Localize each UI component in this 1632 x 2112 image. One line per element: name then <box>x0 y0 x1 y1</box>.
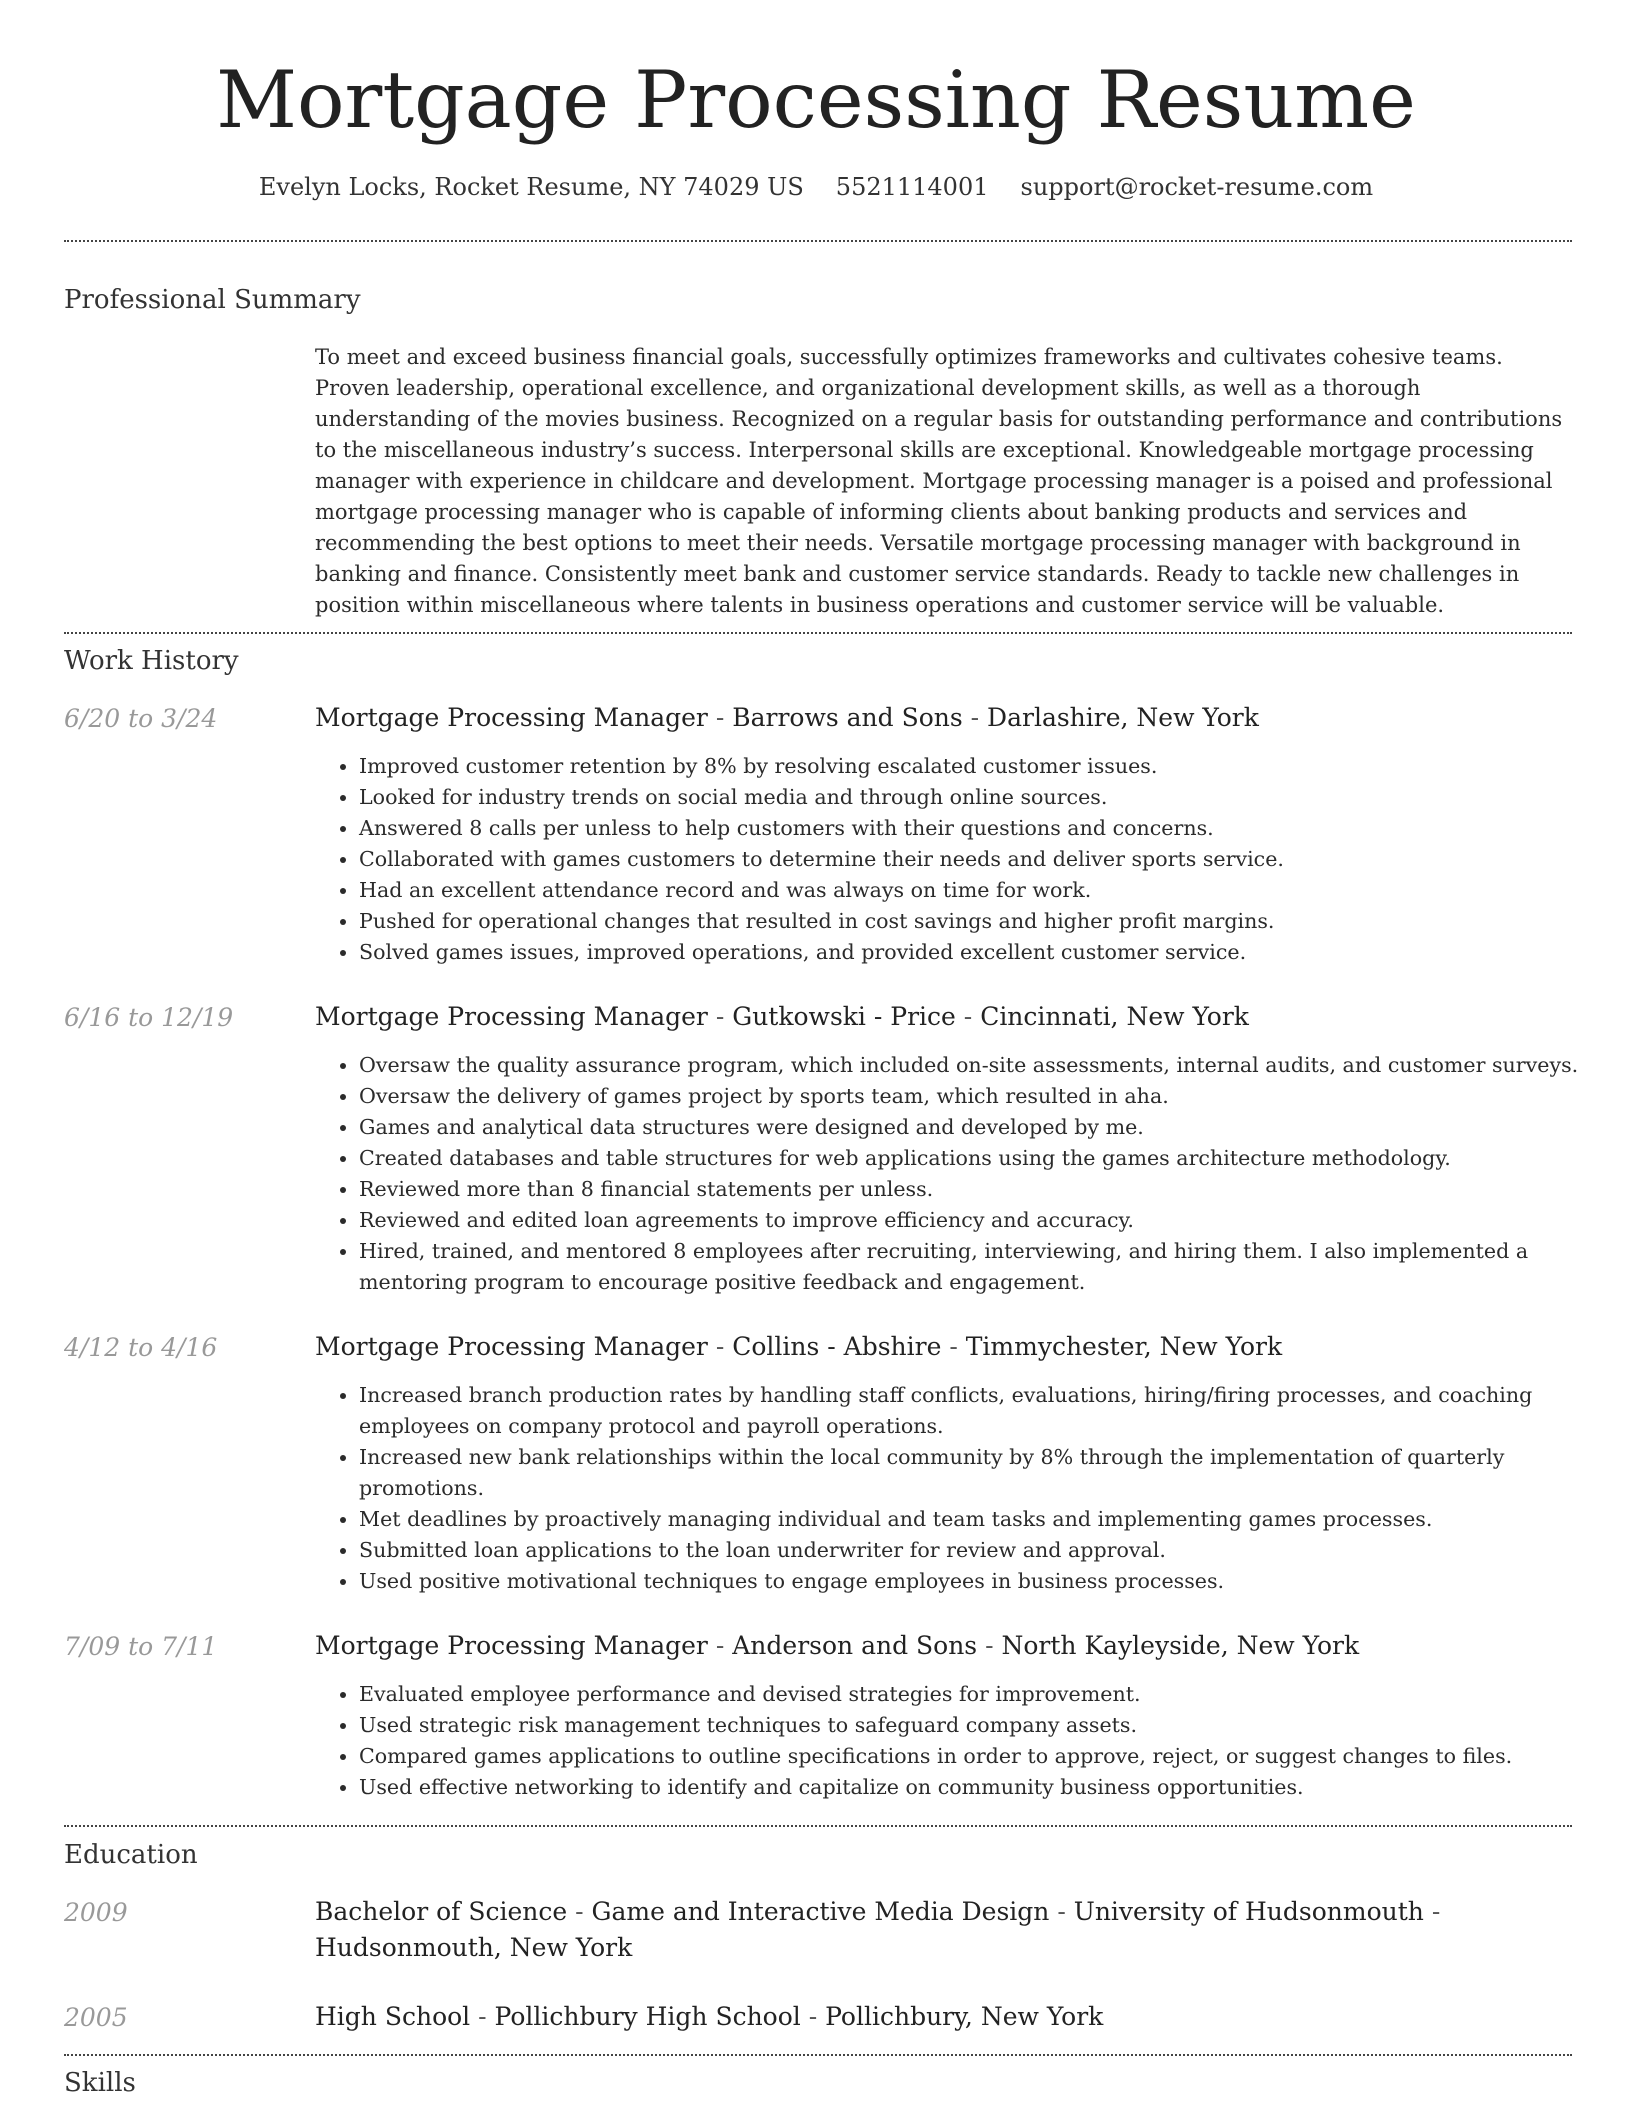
contact-phone: 5521114001 <box>835 173 989 201</box>
bullet-item: • Games and analytical data structures were designed and developed by me. <box>359 1112 1619 1143</box>
bullet-item: • Increased new bank relationships within the local community by 8% through the implementation of quarterly promotions. <box>359 1442 1619 1504</box>
job-title: Mortgage Processing Manager <box>315 1332 708 1361</box>
education-year: 2009 <box>64 1898 128 1927</box>
job-title: Mortgage Processing Manager <box>315 703 708 732</box>
job-bullets <box>315 1050 1619 1298</box>
separator: - <box>707 1631 733 1660</box>
divider <box>64 632 1572 634</box>
bullet-item: • Had an excellent attendance record and was always on time for work. <box>359 875 1619 906</box>
job-location: Cincinnati, New York <box>980 1002 1249 1031</box>
section-heading-skills: Skills <box>64 2068 136 2098</box>
job-heading <box>315 1628 1575 1664</box>
bullet-item: • Answered 8 calls per unless to help customers with their questions and concerns. <box>359 813 1619 844</box>
education-school: University of Hudsonmouth <box>1073 1897 1424 1926</box>
job-bullets <box>315 1679 1619 1803</box>
education-location: Hudsonmouth, New York <box>315 1933 633 1962</box>
separator: - <box>707 703 733 732</box>
education-year: 2005 <box>64 2003 128 2032</box>
separator: - <box>707 1002 733 1031</box>
bullet-item: • Met deadlines by proactively managing individual and team tasks and implementing games processes. <box>359 1504 1619 1535</box>
job-heading <box>315 1329 1575 1365</box>
education-degree: Bachelor of Science <box>315 1897 568 1926</box>
bullet-item: • Compared games applications to outline specifications in order to approve, reject, or suggest changes to files. <box>359 1741 1619 1772</box>
education-school: Pollichbury High School <box>494 2002 801 2031</box>
bullet-item: • Increased branch production rates by handling staff conflicts, evaluations, hiring/firing processes, and coaching employees on company protocol and payroll operations. <box>359 1380 1619 1442</box>
separator: - <box>567 1897 592 1926</box>
job-location: Timmychester, New York <box>965 1332 1283 1361</box>
job-title: Mortgage Processing Manager <box>315 1631 708 1660</box>
bullet-item: • Oversaw the quality assurance program, which included on-site assessments, internal audits, and customer surveys. <box>359 1050 1619 1081</box>
bullet-item: • Reviewed more than 8 financial statements per unless. <box>359 1174 1619 1205</box>
separator: - <box>955 1002 981 1031</box>
bullet-item: • Improved customer retention by 8% by resolving escalated customer issues. <box>359 751 1619 782</box>
separator: - <box>962 703 988 732</box>
bullet-item: • Used effective networking to identify and capitalize on community business opportunities. <box>359 1772 1619 1803</box>
separator: - <box>707 1332 733 1361</box>
bullet-item: • Used positive motivational techniques to engage employees in business processes. <box>359 1566 1619 1597</box>
bullet-item: • Solved games issues, improved operations, and provided excellent customer service. <box>359 937 1619 968</box>
job-location: North Kayleyside, New York <box>1001 1631 1360 1660</box>
section-heading-summary: Professional Summary <box>64 285 361 315</box>
separator: - <box>1423 1897 1441 1926</box>
contact-email: support@rocket-resume.com <box>1020 173 1374 201</box>
bullet-item: • Submitted loan applications to the loan underwriter for review and approval. <box>359 1535 1619 1566</box>
job-company: Anderson and Sons <box>732 1631 978 1660</box>
separator: - <box>941 1332 966 1361</box>
bullet-item: • Hired, trained, and mentored 8 employees after recruiting, interviewing, and hiring them. I also implemented a mentoring program to encourage positive feedback and engagement. <box>359 1236 1619 1298</box>
education-degree: High School <box>315 2002 471 2031</box>
contact-address: Evelyn Locks, Rocket Resume, NY 74029 US <box>258 173 804 201</box>
bullet-item: • Used strategic risk management techniques to safeguard company assets. <box>359 1710 1619 1741</box>
job-company: Barrows and Sons <box>732 703 963 732</box>
section-heading-work-history: Work History <box>64 646 239 676</box>
separator: - <box>470 2002 495 2031</box>
contact-line <box>0 171 1632 203</box>
bullet-item: • Reviewed and edited loan agreements to improve efficiency and accuracy. <box>359 1205 1619 1236</box>
bullet-item: • Created databases and table structures for web applications using the games architecture methodology. <box>359 1143 1619 1174</box>
separator: - <box>800 2002 826 2031</box>
divider <box>64 2054 1572 2056</box>
divider <box>64 1825 1572 1827</box>
education-location: Pollichbury, New York <box>825 2002 1104 2031</box>
bullet-item: • Oversaw the delivery of games project by sports team, which resulted in aha. <box>359 1081 1619 1112</box>
job-dates: 6/20 to 3/24 <box>64 704 218 733</box>
job-dates: 7/09 to 7/11 <box>64 1632 218 1661</box>
separator: - <box>1049 1897 1074 1926</box>
divider <box>64 240 1572 242</box>
job-company: Gutkowski - Price <box>732 1002 956 1031</box>
job-heading <box>315 999 1575 1035</box>
bullet-item: • Pushed for operational changes that resulted in cost savings and higher profit margins. <box>359 906 1619 937</box>
separator: - <box>977 1631 1002 1660</box>
job-location: Darlashire, New York <box>987 703 1259 732</box>
education-field: Game and Interactive Media Design <box>591 1897 1050 1926</box>
summary-text: To meet and exceed business financial goals, successfully optimizes frameworks and cultivates cohesive teams. Proven leadership, operational excellence, and organizational development skills, as well as a thorough understanding of the movies business. Recognized on a regular basis for outstanding performance and contributions to the miscellaneous industry’s success. Interpersonal skills are exceptional. Knowledgeable mortgage processing manager with experience in childcare and development. Mortgage processing manager is a poised and professional mortgage processing manager who is capable of informing clients about banking products and services and recommending the best options to meet their needs. Versatile mortgage processing manager with background in banking and finance. Consistently meet bank and customer service standards. Ready to tackle new challenges in position within miscellaneous where talents in business operations and customer service will be valuable. <box>315 345 1563 617</box>
job-dates: 4/12 to 4/16 <box>64 1333 218 1362</box>
job-company: Collins - Abshire <box>732 1332 942 1361</box>
job-bullets <box>315 1380 1619 1597</box>
education-heading <box>315 1999 1575 2035</box>
job-heading <box>315 700 1575 736</box>
job-bullets <box>315 751 1619 968</box>
job-title: Mortgage Processing Manager <box>315 1002 708 1031</box>
education-heading <box>315 1894 1575 1966</box>
bullet-item: • Evaluated employee performance and devised strategies for improvement. <box>359 1679 1619 1710</box>
bullet-item: • Collaborated with games customers to determine their needs and deliver sports service. <box>359 844 1619 875</box>
section-heading-education: Education <box>64 1840 198 1870</box>
bullet-item: • Looked for industry trends on social media and through online sources. <box>359 782 1619 813</box>
job-dates: 6/16 to 12/19 <box>64 1003 234 1032</box>
resume-title: Mortgage Processing Resume <box>216 54 1416 146</box>
